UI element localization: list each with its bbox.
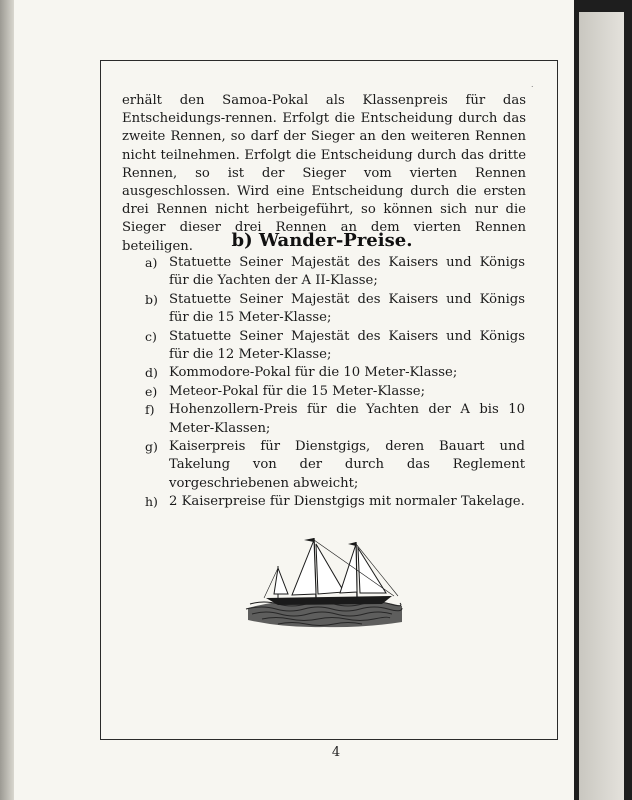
list-item-text: 2 Kaiserpreise für Dienstgigs mit normaler Takelage. <box>169 494 525 510</box>
list-item-letter: c) <box>145 328 157 344</box>
book-binding-edge <box>0 0 14 800</box>
margin-mark: ˙ <box>530 86 535 96</box>
list-item <box>145 328 525 365</box>
list-item-letter: e) <box>145 383 158 399</box>
list-item <box>145 291 525 328</box>
list-item-text: Kaiserpreis für Dienstgigs, deren Bauart und Takelung von der durch das Reglement vorgeschriebenen abweicht; <box>169 439 525 491</box>
list-item-text: Hohenzollern-Preis für die Yachten der A bis 10 Meter-Klassen; <box>169 402 525 436</box>
list-item-letter: a) <box>145 255 158 270</box>
list-item <box>145 364 525 382</box>
intro-paragraph: erhält den Samoa-Pokal als Klassenpreis für das Entscheidungs-rennen. Erfolgt die Entscheidung durch das zweite Rennen, so darf der Sieger an den weiteren Rennen nicht teilnehmen. Erfolgt die Entscheidung durch das dritte Rennen, so ist der Sieger vom vierten Rennen ausgeschlossen. Wird eine Entscheidung durch die ersten drei Rennen nicht herbeigeführt, so können sich nur die Sieger dieser drei Rennen an dem vierten Rennen beteiligen. <box>122 93 526 254</box>
list-item <box>145 438 525 493</box>
list-item <box>145 401 525 438</box>
list-item <box>145 254 525 291</box>
sailing-ship-icon <box>244 530 404 630</box>
list-item-letter: h) <box>145 494 158 510</box>
list-item <box>145 383 525 401</box>
list-item-text: Statuette Seiner Majestät des Kaisers und Königs für die 15 Meter-Klasse; <box>169 291 525 326</box>
list-item-text: Meteor-Pokal für die 15 Meter-Klasse; <box>169 383 426 399</box>
section-heading: b) Wander-Preise. <box>231 230 413 251</box>
list-item-letter: f) <box>145 402 155 418</box>
list-item-letter: d) <box>145 365 158 381</box>
list-item-letter: g) <box>145 439 158 455</box>
list-item-text: Statuette Seiner Majestät des Kaisers und Königs für die Yachten der A II-Klasse; <box>169 255 525 289</box>
next-page-edge <box>579 12 624 800</box>
list-item-letter: b) <box>145 291 158 307</box>
page-number: 4 <box>331 745 341 760</box>
prize-list <box>145 254 525 512</box>
list-item <box>145 493 525 511</box>
list-item-text: Statuette Seiner Majestät des Kaisers und Königs für die 12 Meter-Klasse; <box>169 328 525 363</box>
list-item-text: Kommodore-Pokal für die 10 Meter-Klasse; <box>169 365 458 381</box>
